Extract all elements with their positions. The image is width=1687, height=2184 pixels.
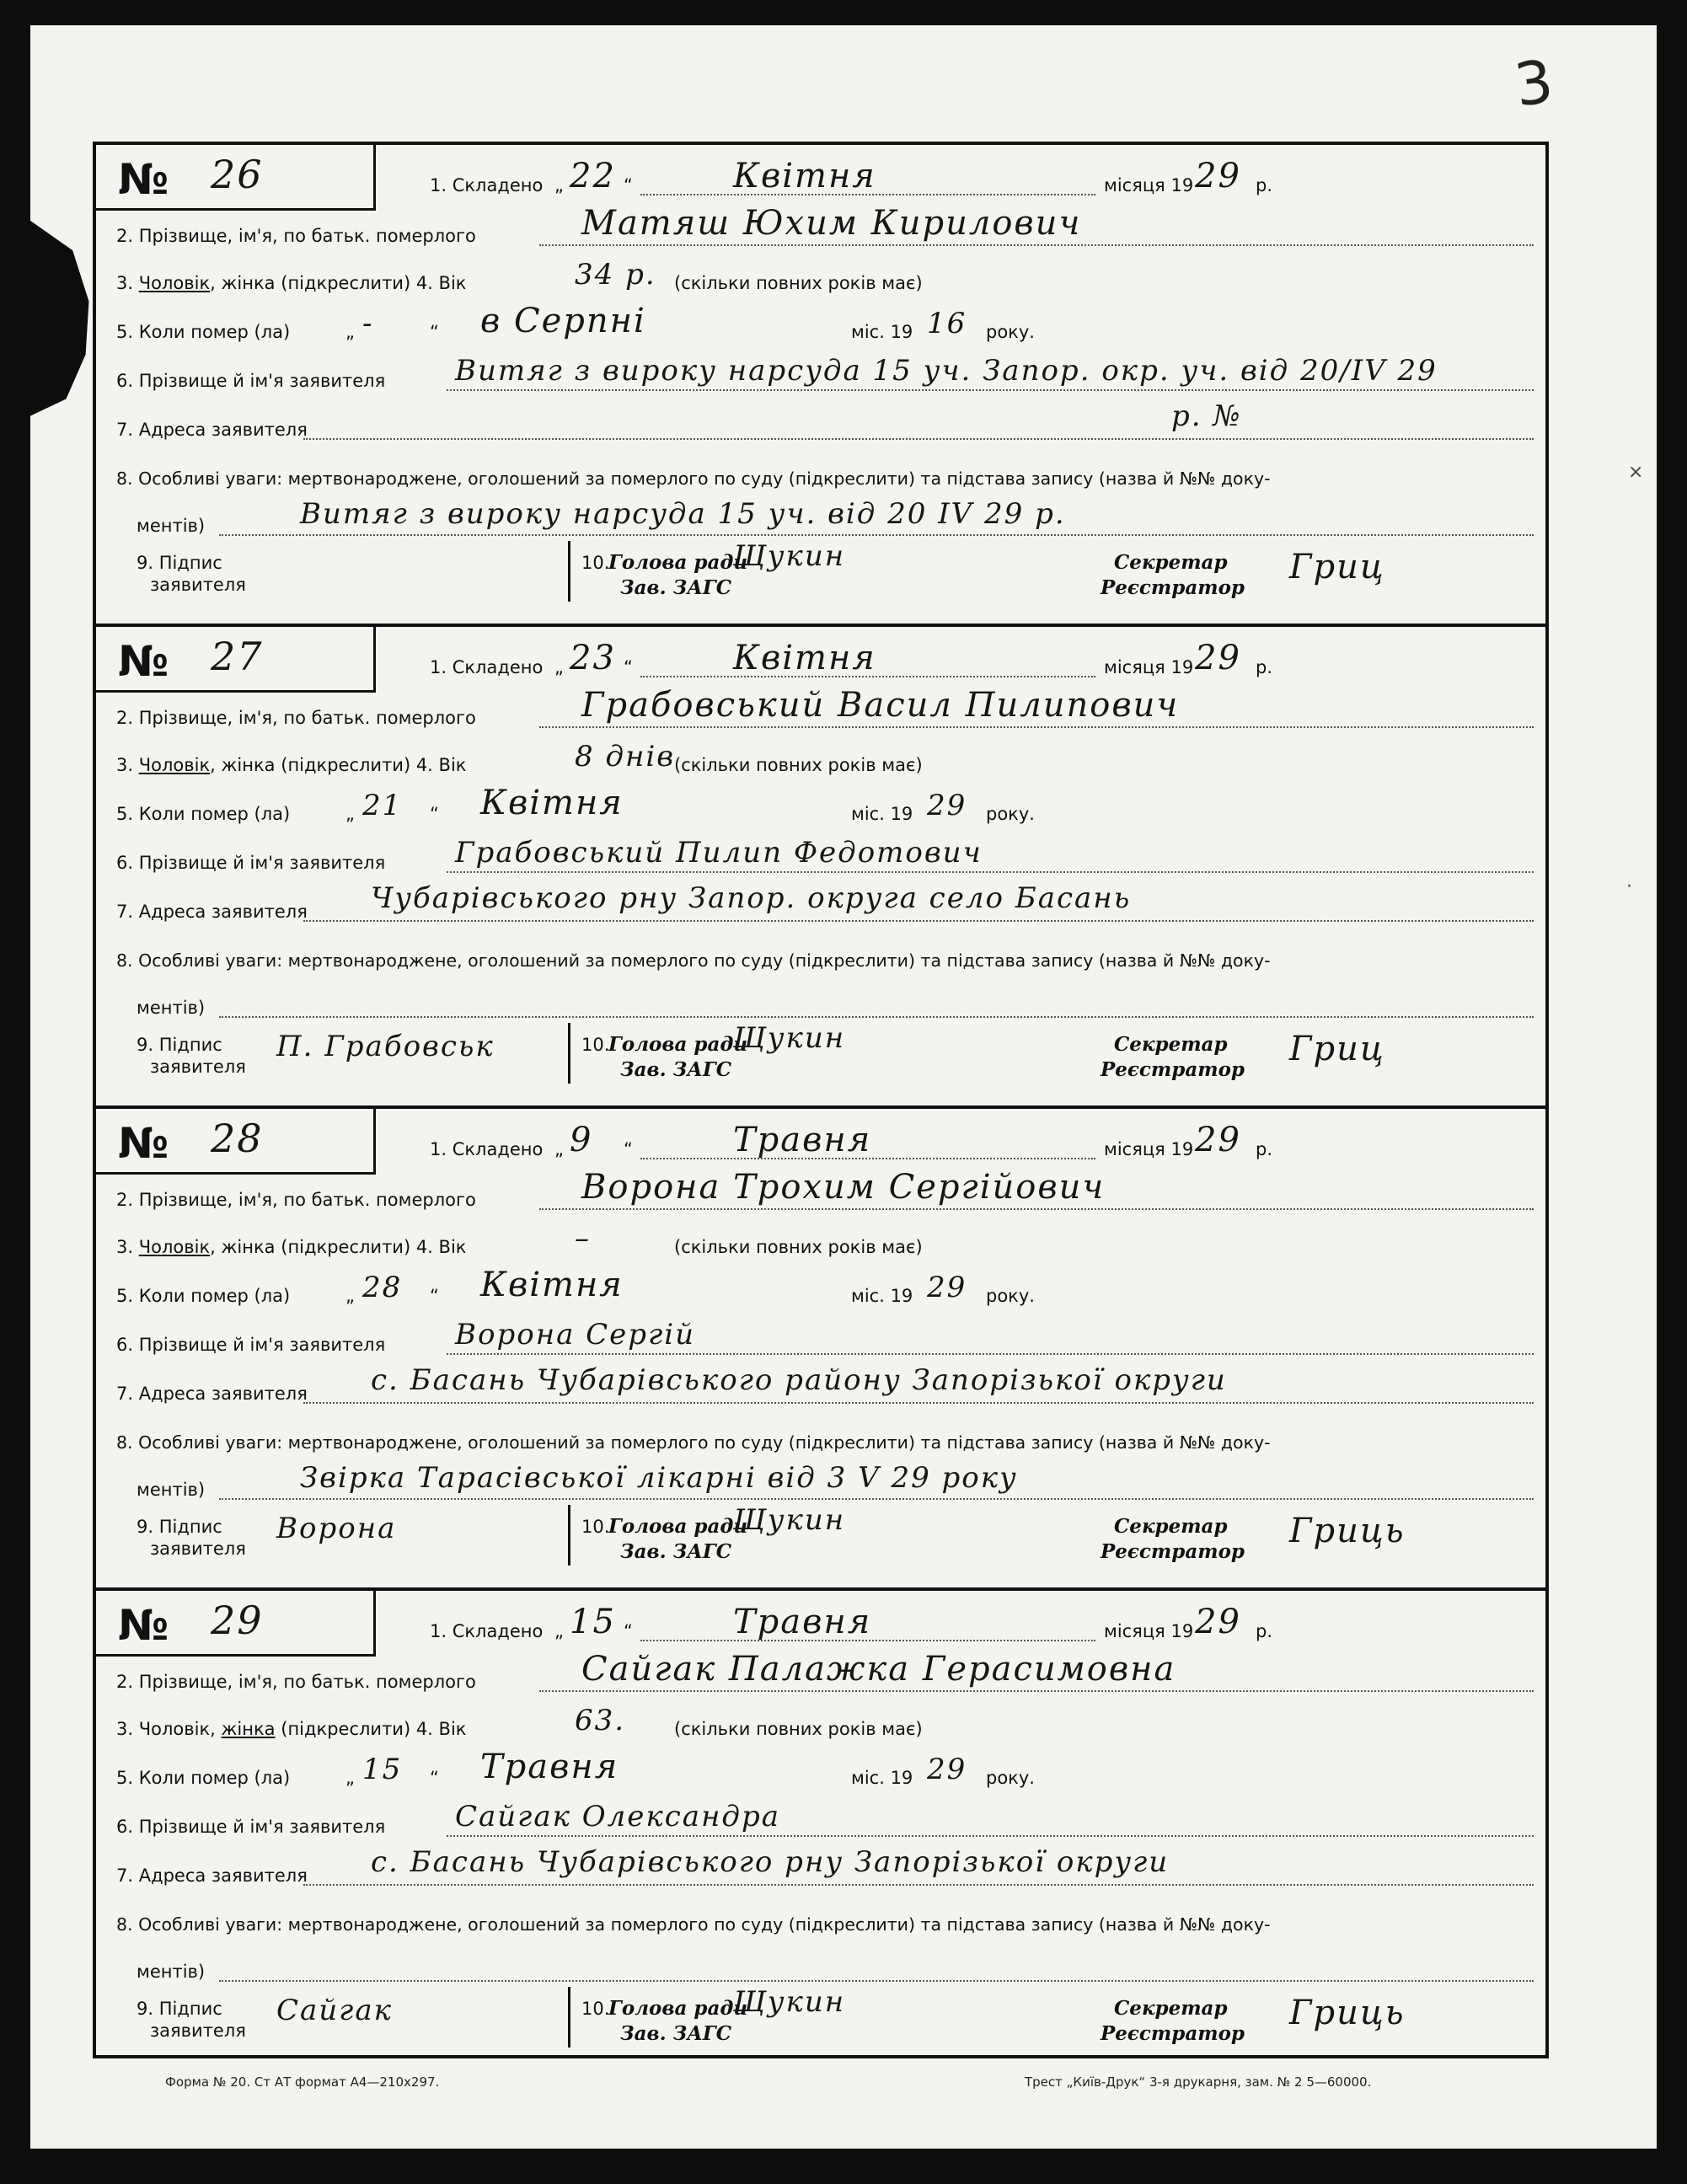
- dotted-line: [640, 1158, 1095, 1159]
- applicant-name: Грабовський Пилип Федотович: [455, 836, 983, 870]
- husband-label: Чоловік: [138, 273, 211, 293]
- applicant-name: Ворона Сергій: [455, 1318, 696, 1352]
- ten-label: 10.: [581, 553, 610, 573]
- death-month: в Серпні: [480, 302, 646, 340]
- dotted-line: [303, 920, 1534, 922]
- record-number-box: [93, 1591, 376, 1657]
- applicant-address: с. Басань Чубарівського району Запорізької округи: [371, 1363, 1227, 1397]
- record-number: 26: [211, 152, 264, 197]
- quote-close: “: [624, 1139, 633, 1159]
- quote-open: „: [345, 1768, 355, 1788]
- quote-open: „: [345, 1286, 355, 1306]
- quote-close: “: [624, 1621, 633, 1641]
- remarks-label: 8. Особливі уваги: мертвонароджене, оголошений за померлого по суду (підкреслити) та підстава запису (назва й №№ доку-: [116, 950, 1271, 971]
- sex-age-mid: (підкреслити) 4. Вік: [281, 1719, 467, 1739]
- death-record: [93, 1591, 1549, 2071]
- death-year: 29: [927, 789, 967, 822]
- signature-label: 9. Підпис: [137, 553, 222, 573]
- wife-label: жінка: [221, 273, 276, 293]
- compiled-day: 15: [570, 1603, 616, 1641]
- sex-age-mid: (підкреслити) 4. Вік: [281, 273, 467, 293]
- compiled-year: 29: [1195, 157, 1241, 195]
- mis-label: міс. 19: [851, 804, 913, 824]
- death-month: Квітня: [480, 1266, 624, 1304]
- sex-age-mid: (підкреслити) 4. Вік: [281, 1237, 467, 1257]
- registrar-label: Реєстратор: [1101, 1540, 1245, 1563]
- applicant-label: 6. Прізвище й ім'я заявителя: [116, 853, 386, 873]
- head-label: Голова ради: [608, 1997, 748, 2020]
- wife-label: жінка: [221, 1719, 276, 1739]
- husband-label: Чоловік: [138, 755, 211, 775]
- roku-label: року.: [986, 322, 1035, 342]
- sex-age-row: 3. Чоловік, жінка (підкреслити) 4. Вік: [116, 1719, 467, 1739]
- month-label: місяця 19: [1104, 657, 1194, 677]
- address-label: 7. Адреса заявителя: [116, 1866, 308, 1886]
- applicant-address: с. Басань Чубарівського рну Запорізької округи: [371, 1845, 1170, 1879]
- registrar-label: Реєстратор: [1101, 576, 1245, 599]
- dotted-line: [219, 1498, 1534, 1500]
- signature-label: 9. Підпис: [137, 1999, 222, 2019]
- remarks-label-cont: ментів): [137, 1480, 206, 1500]
- month-label: місяця 19: [1104, 1621, 1194, 1641]
- compiled-month: Квітня: [733, 157, 876, 195]
- record-number-box: [93, 145, 376, 211]
- quote-open: „: [345, 322, 355, 342]
- deceased-name: Матяш Юхим Кирилович: [581, 204, 1082, 243]
- quote-close: “: [430, 804, 439, 824]
- address-label: 7. Адреса заявителя: [116, 420, 308, 440]
- signature-label-cont: заявителя: [150, 575, 246, 595]
- compiled-label: 1. Складено: [430, 175, 544, 195]
- quote-open: „: [345, 804, 355, 824]
- deceased-name: Ворона Трохим Сергійович: [581, 1168, 1106, 1207]
- zags-label: Зав. ЗАГС: [620, 2022, 732, 2045]
- wife-label: жінка: [221, 1237, 276, 1257]
- compiled-month: Травня: [733, 1603, 872, 1641]
- age-value: 8 днів: [575, 740, 676, 774]
- death-day: 15: [362, 1753, 403, 1786]
- signature-label: 9. Підпис: [137, 1035, 222, 1055]
- footer-left: Форма № 20. Ст АТ формат А4—210х297.: [165, 2074, 440, 2090]
- compiled-month: Травня: [733, 1121, 872, 1159]
- page-number: 3: [1510, 46, 1558, 120]
- death-record: [93, 145, 1549, 625]
- compiled-label: 1. Складено: [430, 1139, 544, 1159]
- quote-close: “: [430, 1768, 439, 1788]
- applicant-address: Чубарівського рну Запор. округа село Басань: [371, 881, 1132, 915]
- death-year: 29: [927, 1753, 967, 1786]
- applicant-signature: Сайгак: [276, 1994, 393, 2027]
- quote-close: “: [624, 175, 633, 195]
- registrar-signature: Гриць: [1289, 1512, 1406, 1550]
- age-suffix-label: (скільки повних років має): [674, 1237, 923, 1257]
- age-value: 34 р.: [575, 258, 656, 292]
- dotted-line: [539, 244, 1534, 246]
- secretary-label: Секретар: [1114, 1515, 1228, 1538]
- secretary-label: Секретар: [1114, 1033, 1228, 1056]
- age-suffix-label: (скільки повних років має): [674, 1719, 923, 1739]
- registrar-signature: Гриц: [1289, 548, 1385, 586]
- quote-open: „: [554, 657, 564, 677]
- number-sign: №: [118, 637, 169, 686]
- number-sign: №: [118, 155, 169, 204]
- dotted-line: [640, 1640, 1095, 1641]
- record-number: 29: [211, 1598, 264, 1643]
- mis-label: міс. 19: [851, 322, 913, 342]
- died-label: 5. Коли помер (ла): [116, 1768, 291, 1788]
- dotted-line: [640, 676, 1095, 677]
- signature-divider: [568, 1987, 570, 2048]
- age-value: 63.: [575, 1704, 626, 1737]
- dotted-line: [219, 1980, 1534, 1982]
- registrar-label: Реєстратор: [1101, 1058, 1245, 1081]
- month-label: місяця 19: [1104, 175, 1194, 195]
- dotted-line: [303, 1402, 1534, 1404]
- age-suffix-label: (скільки повних років має): [674, 273, 923, 293]
- dotted-line: [539, 1208, 1534, 1210]
- deceased-name-label: 2. Прізвище, ім'я, по батьк. померлого: [116, 1190, 476, 1210]
- zags-label: Зав. ЗАГС: [620, 1058, 732, 1081]
- compiled-month: Квітня: [733, 639, 876, 677]
- year-suffix: р.: [1256, 657, 1273, 677]
- death-month: Травня: [480, 1748, 619, 1786]
- compiled-label: 1. Складено: [430, 657, 544, 677]
- number-sign: №: [118, 1119, 169, 1168]
- margin-mark: ×: [1628, 462, 1644, 483]
- dotted-line: [539, 726, 1534, 728]
- dotted-line: [447, 871, 1534, 873]
- compiled-day: 9: [570, 1121, 593, 1159]
- head-label: Голова ради: [608, 1033, 748, 1056]
- quote-open: „: [554, 175, 564, 195]
- record-number-box: [93, 627, 376, 693]
- signature-divider: [568, 1023, 570, 1084]
- registrar-signature: Гриц: [1289, 1030, 1385, 1068]
- zags-label: Зав. ЗАГС: [620, 576, 732, 599]
- death-month: Квітня: [480, 784, 624, 822]
- died-label: 5. Коли помер (ла): [116, 1286, 291, 1306]
- ten-label: 10.: [581, 1035, 610, 1055]
- head-signature: Щукин: [733, 1503, 846, 1537]
- signature-label-cont: заявителя: [150, 1539, 246, 1559]
- deceased-name: Сайгак Палажка Герасимовна: [581, 1650, 1176, 1689]
- compiled-label: 1. Складено: [430, 1621, 544, 1641]
- remarks-label: 8. Особливі уваги: мертвонароджене, оголошений за померлого по суду (підкреслити) та підстава запису (назва й №№ доку-: [116, 1914, 1271, 1935]
- compiled-year: 29: [1195, 639, 1241, 677]
- died-label: 5. Коли помер (ла): [116, 322, 291, 342]
- compiled-year: 29: [1195, 1603, 1241, 1641]
- death-record: [93, 627, 1549, 1107]
- applicant-name: Сайгак Олександра: [455, 1800, 780, 1833]
- husband-label: Чоловік: [138, 1719, 211, 1739]
- year-suffix: р.: [1256, 1139, 1273, 1159]
- deceased-name: Грабовський Васил Пилипович: [581, 686, 1180, 725]
- sex-age-row: 3. Чоловік, жінка (підкреслити) 4. Вік: [116, 273, 467, 293]
- quote-close: “: [430, 1286, 439, 1306]
- dotted-line: [447, 1353, 1534, 1355]
- head-label: Голова ради: [608, 551, 748, 574]
- record-number: 28: [211, 1116, 264, 1161]
- age-value: –: [575, 1222, 591, 1255]
- death-day: 28: [362, 1271, 403, 1304]
- dotted-line: [219, 534, 1534, 536]
- head-signature: Щукин: [733, 1021, 846, 1055]
- applicant-label: 6. Прізвище й ім'я заявителя: [116, 371, 386, 391]
- head-signature: Щукин: [733, 539, 846, 573]
- deceased-name-label: 2. Прізвище, ім'я, по батьк. померлого: [116, 708, 476, 728]
- address-label: 7. Адреса заявителя: [116, 902, 308, 922]
- applicant-label: 6. Прізвище й ім'я заявителя: [116, 1335, 386, 1355]
- ten-label: 10.: [581, 1999, 610, 2019]
- deceased-name-label: 2. Прізвище, ім'я, по батьк. померлого: [116, 226, 476, 246]
- sex-age-prefix: 3.: [116, 1719, 134, 1739]
- quote-open: „: [554, 1621, 564, 1641]
- death-day: 21: [362, 789, 403, 822]
- dotted-line: [640, 194, 1095, 195]
- compiled-year: 29: [1195, 1121, 1241, 1159]
- signature-divider: [568, 541, 570, 602]
- remarks-label-cont: ментів): [137, 1962, 206, 1982]
- zags-label: Зав. ЗАГС: [620, 1540, 732, 1563]
- roku-label: року.: [986, 1286, 1035, 1306]
- mis-label: міс. 19: [851, 1768, 913, 1788]
- sex-age-prefix: 3.: [116, 755, 134, 775]
- record-number-box: [93, 1109, 376, 1175]
- secretary-label: Секретар: [1114, 1997, 1228, 2020]
- quote-close: “: [430, 322, 439, 342]
- dotted-line: [303, 1884, 1534, 1886]
- month-label: місяця 19: [1104, 1139, 1194, 1159]
- sex-age-row: 3. Чоловік, жінка (підкреслити) 4. Вік: [116, 755, 467, 775]
- dotted-line: [539, 1690, 1534, 1692]
- margin-mark: ·: [1626, 876, 1632, 897]
- applicant-signature: Ворона: [276, 1512, 397, 1545]
- signature-label-cont: заявителя: [150, 2021, 246, 2041]
- registrar-signature: Гриць: [1289, 1994, 1406, 2032]
- applicant-label: 6. Прізвище й ім'я заявителя: [116, 1817, 386, 1837]
- head-signature: Щукин: [733, 1985, 846, 2019]
- sex-age-prefix: 3.: [116, 273, 134, 293]
- age-suffix-label: (скільки повних років має): [674, 755, 923, 775]
- roku-label: року.: [986, 804, 1035, 824]
- dotted-line: [219, 1016, 1534, 1018]
- remarks-text: Звірка Тарасівської лікарні від 3 V 29 року: [300, 1461, 1018, 1495]
- death-day: -: [362, 307, 374, 340]
- dotted-line: [447, 1835, 1534, 1837]
- signature-label: 9. Підпис: [137, 1517, 222, 1537]
- deceased-name-label: 2. Прізвище, ім'я, по батьк. померлого: [116, 1672, 476, 1692]
- wife-label: жінка: [221, 755, 276, 775]
- address-label: 7. Адреса заявителя: [116, 1384, 308, 1404]
- mis-label: міс. 19: [851, 1286, 913, 1306]
- year-suffix: р.: [1256, 1621, 1273, 1641]
- footer-right: Трест „Київ-Друк“ 3-я друкарня, зам. № 2 5—60000.: [1025, 2074, 1372, 2090]
- dotted-line: [303, 438, 1534, 440]
- remarks-label: 8. Особливі уваги: мертвонароджене, оголошений за померлого по суду (підкреслити) та підстава запису (назва й №№ доку-: [116, 468, 1271, 489]
- sex-age-mid: (підкреслити) 4. Вік: [281, 755, 467, 775]
- number-sign: №: [118, 1601, 169, 1650]
- roku-label: року.: [986, 1768, 1035, 1788]
- registrar-label: Реєстратор: [1101, 2022, 1245, 2045]
- compiled-day: 22: [570, 157, 616, 195]
- remarks-label-cont: ментів): [137, 998, 206, 1018]
- year-suffix: р.: [1256, 175, 1273, 195]
- remarks-label: 8. Особливі уваги: мертвонароджене, оголошений за померлого по суду (підкреслити) та підстава запису (назва й №№ доку-: [116, 1432, 1271, 1453]
- signature-label-cont: заявителя: [150, 1057, 246, 1077]
- died-label: 5. Коли помер (ла): [116, 804, 291, 824]
- dotted-line: [447, 389, 1534, 391]
- quote-open: „: [554, 1139, 564, 1159]
- record-number: 27: [211, 634, 264, 679]
- secretary-label: Секретар: [1114, 551, 1228, 574]
- applicant-signature: П. Грабовськ: [276, 1030, 495, 1063]
- head-label: Голова ради: [608, 1515, 748, 1538]
- applicant-address: р. №: [1171, 399, 1242, 433]
- death-year: 29: [927, 1271, 967, 1304]
- signature-divider: [568, 1505, 570, 1566]
- remarks-label-cont: ментів): [137, 516, 206, 536]
- remarks-text: Витяг з вироку нарсуда 15 уч. від 20 IV 29 р.: [300, 497, 1066, 531]
- applicant-name: Витяг з вироку нарсуда 15 уч. Запор. окр. уч. від 20/IV 29: [455, 354, 1438, 388]
- husband-label: Чоловік: [138, 1237, 211, 1257]
- sex-age-row: 3. Чоловік, жінка (підкреслити) 4. Вік: [116, 1237, 467, 1257]
- death-record: [93, 1109, 1549, 1589]
- death-year: 16: [927, 307, 967, 340]
- compiled-day: 23: [570, 639, 616, 677]
- quote-close: “: [624, 657, 633, 677]
- ten-label: 10.: [581, 1517, 610, 1537]
- sex-age-prefix: 3.: [116, 1237, 134, 1257]
